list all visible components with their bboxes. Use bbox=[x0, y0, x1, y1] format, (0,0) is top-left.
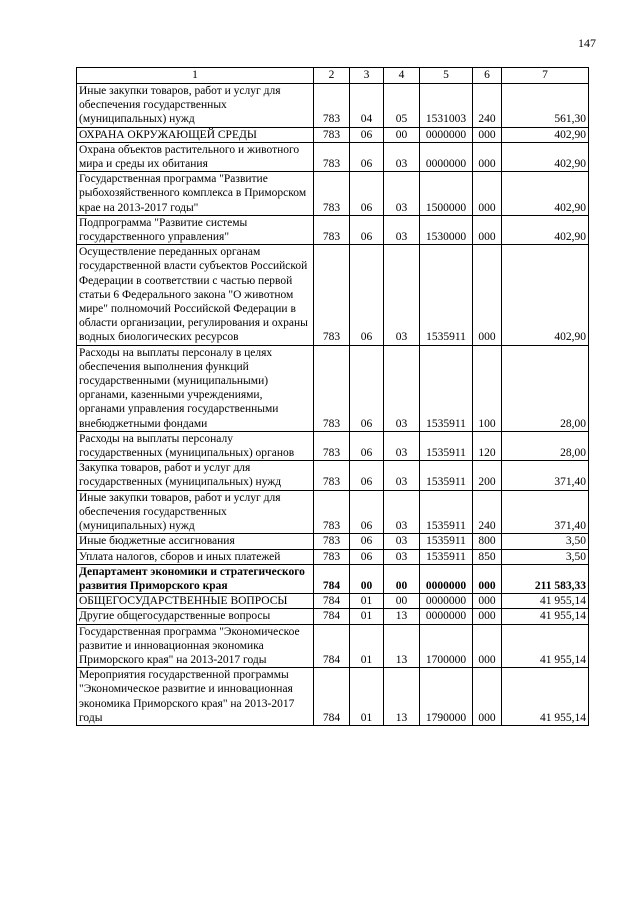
subsection-cell: 03 bbox=[384, 245, 420, 345]
table-row bbox=[77, 215, 589, 244]
code-cell: 784 bbox=[314, 624, 350, 668]
expense-type-cell: 000 bbox=[473, 564, 502, 593]
row-name-cell: Государственная программа "Экономическое развитие и инновационная экономика Приморского края" на 2013-2017 годы bbox=[77, 624, 314, 668]
section-cell: 06 bbox=[350, 549, 384, 564]
table-row bbox=[77, 594, 589, 609]
table-row bbox=[77, 461, 589, 490]
table-row bbox=[77, 172, 589, 216]
subsection-cell: 03 bbox=[384, 490, 420, 534]
subsection-cell: 03 bbox=[384, 172, 420, 216]
section-cell: 06 bbox=[350, 127, 384, 142]
target-item-cell: 1535911 bbox=[420, 431, 473, 460]
subsection-cell: 03 bbox=[384, 345, 420, 431]
expense-type-cell: 800 bbox=[473, 534, 502, 549]
subsection-cell: 00 bbox=[384, 564, 420, 593]
expense-type-cell: 000 bbox=[473, 127, 502, 142]
code-cell: 783 bbox=[314, 345, 350, 431]
target-item-cell: 1535911 bbox=[420, 534, 473, 549]
table-row bbox=[77, 142, 589, 171]
row-name-cell: Уплата налогов, сборов и иных платежей bbox=[77, 549, 314, 564]
amount-cell: 41 955,14 bbox=[502, 624, 589, 668]
subsection-cell: 00 bbox=[384, 594, 420, 609]
table-row bbox=[77, 609, 589, 624]
row-name-cell: Иные закупки товаров, работ и услуг для обеспечения государственных (муниципальных) нужд bbox=[77, 490, 314, 534]
expense-type-cell: 100 bbox=[473, 345, 502, 431]
target-item-cell: 0000000 bbox=[420, 127, 473, 142]
amount-cell: 402,90 bbox=[502, 127, 589, 142]
code-cell: 784 bbox=[314, 564, 350, 593]
section-cell: 06 bbox=[350, 245, 384, 345]
row-name-cell: Осуществление переданных органам государственной власти субъектов Российской Федерации в соответствии с частью первой статьи 6 Федерального закона "О животном мире" полномочий Российской Федерации в области организации, регулирования и охраны водных биологических ресурсов bbox=[77, 245, 314, 345]
expense-type-cell: 240 bbox=[473, 84, 502, 128]
amount-cell: 3,50 bbox=[502, 549, 589, 564]
expense-type-cell: 240 bbox=[473, 490, 502, 534]
amount-cell: 402,90 bbox=[502, 172, 589, 216]
code-cell: 783 bbox=[314, 431, 350, 460]
header-cell: 5 bbox=[420, 68, 473, 84]
expense-type-cell: 000 bbox=[473, 594, 502, 609]
amount-cell: 402,90 bbox=[502, 142, 589, 171]
code-cell: 783 bbox=[314, 215, 350, 244]
table-row bbox=[77, 84, 589, 128]
code-cell: 784 bbox=[314, 668, 350, 726]
header-cell: 4 bbox=[384, 68, 420, 84]
amount-cell: 3,50 bbox=[502, 534, 589, 549]
section-cell: 06 bbox=[350, 142, 384, 171]
subsection-cell: 03 bbox=[384, 142, 420, 171]
code-cell: 783 bbox=[314, 245, 350, 345]
expense-type-cell: 000 bbox=[473, 172, 502, 216]
section-cell: 06 bbox=[350, 490, 384, 534]
header-cell: 3 bbox=[350, 68, 384, 84]
subsection-cell: 03 bbox=[384, 461, 420, 490]
row-name-cell: Расходы на выплаты персоналу государственных (муниципальных) органов bbox=[77, 431, 314, 460]
subsection-cell: 13 bbox=[384, 609, 420, 624]
row-name-cell: Расходы на выплаты персоналу в целях обеспечения выполнения функций государственными (муниципальными) органами, казенными учреждениями, органами управления государственными внебюджетными фондами bbox=[77, 345, 314, 431]
expense-type-cell: 120 bbox=[473, 431, 502, 460]
expense-type-cell: 000 bbox=[473, 668, 502, 726]
subsection-cell: 03 bbox=[384, 534, 420, 549]
target-item-cell: 1790000 bbox=[420, 668, 473, 726]
amount-cell: 402,90 bbox=[502, 245, 589, 345]
expense-type-cell: 000 bbox=[473, 142, 502, 171]
section-cell: 06 bbox=[350, 431, 384, 460]
table-header-row bbox=[77, 68, 589, 84]
section-cell: 06 bbox=[350, 172, 384, 216]
row-name-cell: Охрана объектов растительного и животного мира и среды их обитания bbox=[77, 142, 314, 171]
code-cell: 783 bbox=[314, 142, 350, 171]
table-row bbox=[77, 245, 589, 345]
target-item-cell: 1535911 bbox=[420, 549, 473, 564]
section-cell: 00 bbox=[350, 564, 384, 593]
subsection-cell: 03 bbox=[384, 431, 420, 460]
amount-cell: 41 955,14 bbox=[502, 609, 589, 624]
row-name-cell: Департамент экономики и стратегического развития Приморского края bbox=[77, 564, 314, 593]
target-item-cell: 1700000 bbox=[420, 624, 473, 668]
section-cell: 06 bbox=[350, 215, 384, 244]
row-name-cell: Подпрограмма "Развитие системы государственного управления" bbox=[77, 215, 314, 244]
expense-type-cell: 000 bbox=[473, 609, 502, 624]
target-item-cell: 0000000 bbox=[420, 564, 473, 593]
header-cell: 1 bbox=[77, 68, 314, 84]
section-cell: 06 bbox=[350, 534, 384, 549]
amount-cell: 402,90 bbox=[502, 215, 589, 244]
row-name-cell: ОХРАНА ОКРУЖАЮЩЕЙ СРЕДЫ bbox=[77, 127, 314, 142]
section-cell: 01 bbox=[350, 668, 384, 726]
amount-cell: 28,00 bbox=[502, 345, 589, 431]
row-name-cell: Государственная программа "Развитие рыбохозяйственного комплекса в Приморском крае на 2013-2017 годы" bbox=[77, 172, 314, 216]
table-row bbox=[77, 534, 589, 549]
amount-cell: 371,40 bbox=[502, 490, 589, 534]
subsection-cell: 03 bbox=[384, 215, 420, 244]
subsection-cell: 00 bbox=[384, 127, 420, 142]
expense-type-cell: 200 bbox=[473, 461, 502, 490]
target-item-cell: 1535911 bbox=[420, 245, 473, 345]
section-cell: 01 bbox=[350, 609, 384, 624]
code-cell: 783 bbox=[314, 127, 350, 142]
table-row bbox=[77, 127, 589, 142]
amount-cell: 28,00 bbox=[502, 431, 589, 460]
target-item-cell: 1535911 bbox=[420, 345, 473, 431]
code-cell: 784 bbox=[314, 594, 350, 609]
code-cell: 783 bbox=[314, 461, 350, 490]
row-name-cell: Иные бюджетные ассигнования bbox=[77, 534, 314, 549]
row-name-cell: Иные закупки товаров, работ и услуг для обеспечения государственных (муниципальных) нужд bbox=[77, 84, 314, 128]
table-row bbox=[77, 668, 589, 726]
table-row bbox=[77, 345, 589, 431]
target-item-cell: 1535911 bbox=[420, 461, 473, 490]
amount-cell: 561,30 bbox=[502, 84, 589, 128]
expense-type-cell: 850 bbox=[473, 549, 502, 564]
target-item-cell: 1531003 bbox=[420, 84, 473, 128]
subsection-cell: 03 bbox=[384, 549, 420, 564]
subsection-cell: 13 bbox=[384, 668, 420, 726]
row-name-cell: Закупка товаров, работ и услуг для государственных (муниципальных) нужд bbox=[77, 461, 314, 490]
expense-type-cell: 000 bbox=[473, 624, 502, 668]
section-cell: 04 bbox=[350, 84, 384, 128]
page-number: 147 bbox=[578, 36, 596, 50]
header-cell: 7 bbox=[502, 68, 589, 84]
code-cell: 783 bbox=[314, 172, 350, 216]
target-item-cell: 1535911 bbox=[420, 490, 473, 534]
target-item-cell: 0000000 bbox=[420, 609, 473, 624]
header-cell: 6 bbox=[473, 68, 502, 84]
table-row bbox=[77, 490, 589, 534]
target-item-cell: 1500000 bbox=[420, 172, 473, 216]
target-item-cell: 0000000 bbox=[420, 594, 473, 609]
subsection-cell: 13 bbox=[384, 624, 420, 668]
expense-type-cell: 000 bbox=[473, 245, 502, 345]
amount-cell: 41 955,14 bbox=[502, 594, 589, 609]
code-cell: 784 bbox=[314, 609, 350, 624]
table-row bbox=[77, 624, 589, 668]
section-cell: 01 bbox=[350, 594, 384, 609]
amount-cell: 41 955,14 bbox=[502, 668, 589, 726]
code-cell: 783 bbox=[314, 84, 350, 128]
amount-cell: 371,40 bbox=[502, 461, 589, 490]
target-item-cell: 0000000 bbox=[420, 142, 473, 171]
table-row bbox=[77, 549, 589, 564]
code-cell: 783 bbox=[314, 549, 350, 564]
code-cell: 783 bbox=[314, 534, 350, 549]
section-cell: 06 bbox=[350, 461, 384, 490]
table-row bbox=[77, 564, 589, 593]
budget-table bbox=[76, 67, 589, 726]
amount-cell: 211 583,33 bbox=[502, 564, 589, 593]
table-row bbox=[77, 431, 589, 460]
target-item-cell: 1530000 bbox=[420, 215, 473, 244]
section-cell: 01 bbox=[350, 624, 384, 668]
code-cell: 783 bbox=[314, 490, 350, 534]
section-cell: 06 bbox=[350, 345, 384, 431]
row-name-cell: Другие общегосударственные вопросы bbox=[77, 609, 314, 624]
subsection-cell: 05 bbox=[384, 84, 420, 128]
row-name-cell: Мероприятия государственной программы "Экономическое развитие и инновационная экономика Приморского края" на 2013-2017 годы bbox=[77, 668, 314, 726]
header-cell: 2 bbox=[314, 68, 350, 84]
expense-type-cell: 000 bbox=[473, 215, 502, 244]
row-name-cell: ОБЩЕГОСУДАРСТВЕННЫЕ ВОПРОСЫ bbox=[77, 594, 314, 609]
